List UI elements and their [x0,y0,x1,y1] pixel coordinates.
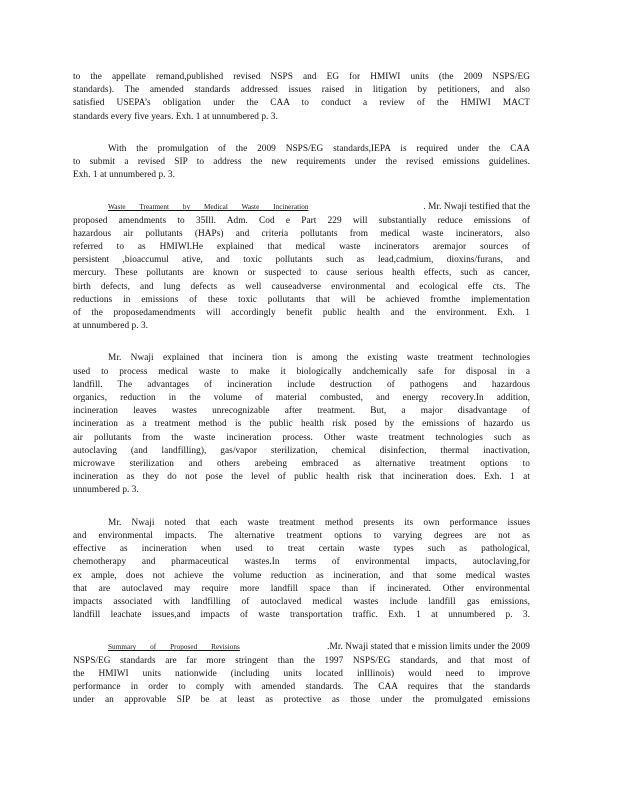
text-line: unnumbered p. 3. [73,485,139,496]
text-line: persistent ,bioaccumul ative, and toxic pollutants such as lead,cadmium, dioxins/furans, and [73,255,530,266]
text-line: used to process medical waste to make it biologically andchemically safe for disposal in a [73,366,530,377]
paragraph [73,143,530,183]
text-line: reductions in emissions of these toxic pollutants that will be achieved fromthe implementation [73,294,530,305]
text-line: standards). The amended standards addressed issues raised in litigation by petitioners, and also [73,85,530,96]
text-line: organics, reduction in the volume of material combusted, and energy recovery.In addition, [73,393,530,404]
line-text: . Mr. Nwaji testified that the [423,202,530,213]
text-line: incineration as they do not pose the level of public health risk that incineration does. Exh. 1 at [73,472,530,483]
text-line: landfill leachate issues,and impacts of waste transportation traffic. Exh. 1 at unnumbered p. 3. [73,610,530,621]
text-line: performance in order to comply with amended standards. The CAA requires that the standards [73,681,530,692]
text-line: birth defects, and lung defects as well causeadverse environmental and ecological effe cts. The [73,281,530,292]
text-line [73,201,530,214]
text-line: the HMIWI units nationwide (including units located inIllinois) would need to improve [73,668,530,679]
page-body [73,71,530,726]
text-line: effective as incineration when used to treat certain waste types such as pathological, [73,544,530,555]
text-line: With the promulgation of the 2009 NSPS/EG standards,IEPA is required under the CAA [108,143,530,154]
text-line: ex ample, does not achieve the volume reduction as incineration, and that some medical wastes [73,570,530,581]
text-line: Exh. 1 at unnumbered p. 3. [73,170,175,181]
text-line: incineration leaves wastes unrecognizable after treatment. But, a major disadvantage of [73,406,530,417]
text-line: standards every five years. Exh. 1 at unnumbered p. 3. [73,111,278,122]
line-text: .Mr. Nwaji stated that e mission limits under the 2009 [327,642,530,653]
text-line: Mr. Nwaji noted that each waste treatment method presents its own performance issues [108,517,530,528]
text-line: to the appellate remand,published revised NSPS and EG for HMIWI units (the 2009 NSPS/EG [73,72,530,82]
text-line: impacts associated with landfilling of autoclaved medical wastes include landfill gas emissions, [73,596,530,607]
text-line: satisfied USEPA’s obligation under the CAA to conduct a review of the HMIWI MACT [73,98,530,109]
text-line: referred to as HMIWI.He explained that medical waste incinerators aremajor sources of [73,242,530,253]
paragraph [73,71,530,124]
text-line: NSPS/EG standards are far more stringent than the 1997 NSPS/EG standards, and that most of [73,655,530,666]
text-line: at unnumbered p. 3. [73,321,149,332]
text-line: proposed amendments to 35Ill. Adm. Cod e Part 229 will substantially reduce emissions of [73,215,530,226]
text-line: incineration as a treatment method is the public health risk posed by the emissions of hazardo us [73,419,530,430]
text-line: chemotherapy and pharmaceutical wastes.In terms of environmental impacts, autoclaving,for [73,557,530,568]
text-line: autoclaving (and landfilling), gas/vapor sterilization, chemical disinfection, thermal inactivation, [73,445,530,456]
text-line [73,641,530,654]
text-line: of the proposedamendments will accordingly benefit public health and the environment. Exh. 1 [73,308,530,319]
text-line: air pollutants from the waste incineration process. Other waste treatment technologies such as [73,432,530,443]
text-line: hazardous air pollutants (HAPs) and criteria pollutants from medical waste incinerators, also [73,228,530,239]
paragraph [73,352,530,497]
text-line: to submit a revised SIP to address the new requirements under the revised emissions guidelines. [73,157,530,168]
section-heading: Waste Treatment by Medical Waste Incineration [108,203,309,212]
paragraph [73,517,530,623]
text-line: microwave sterilization and others arebeing embraced as alternative treatment options to [73,459,530,470]
text-line: under an approvable SIP be at least as protective as those under the promulgated emissions [73,695,530,706]
text-line: and environmental impacts. The alternative treatment options to varying degrees are not as [73,530,530,541]
text-line: landfill. The advantages of incineration include destruction of pathogens and hazardous [73,379,530,390]
text-line: that are autoclaved may require more landfill space than if incinerated. Other environmental [73,583,530,594]
paragraph [73,201,530,333]
text-line: mercury. These pollutants are known or suspected to cause serious health effects, such as cancer, [73,268,530,279]
section-heading: Summary of Proposed Revisions [108,643,240,652]
text-line: Mr. Nwaji explained that incinera tion is among the existing waste treatment technologies [108,353,530,364]
paragraph [73,641,530,707]
